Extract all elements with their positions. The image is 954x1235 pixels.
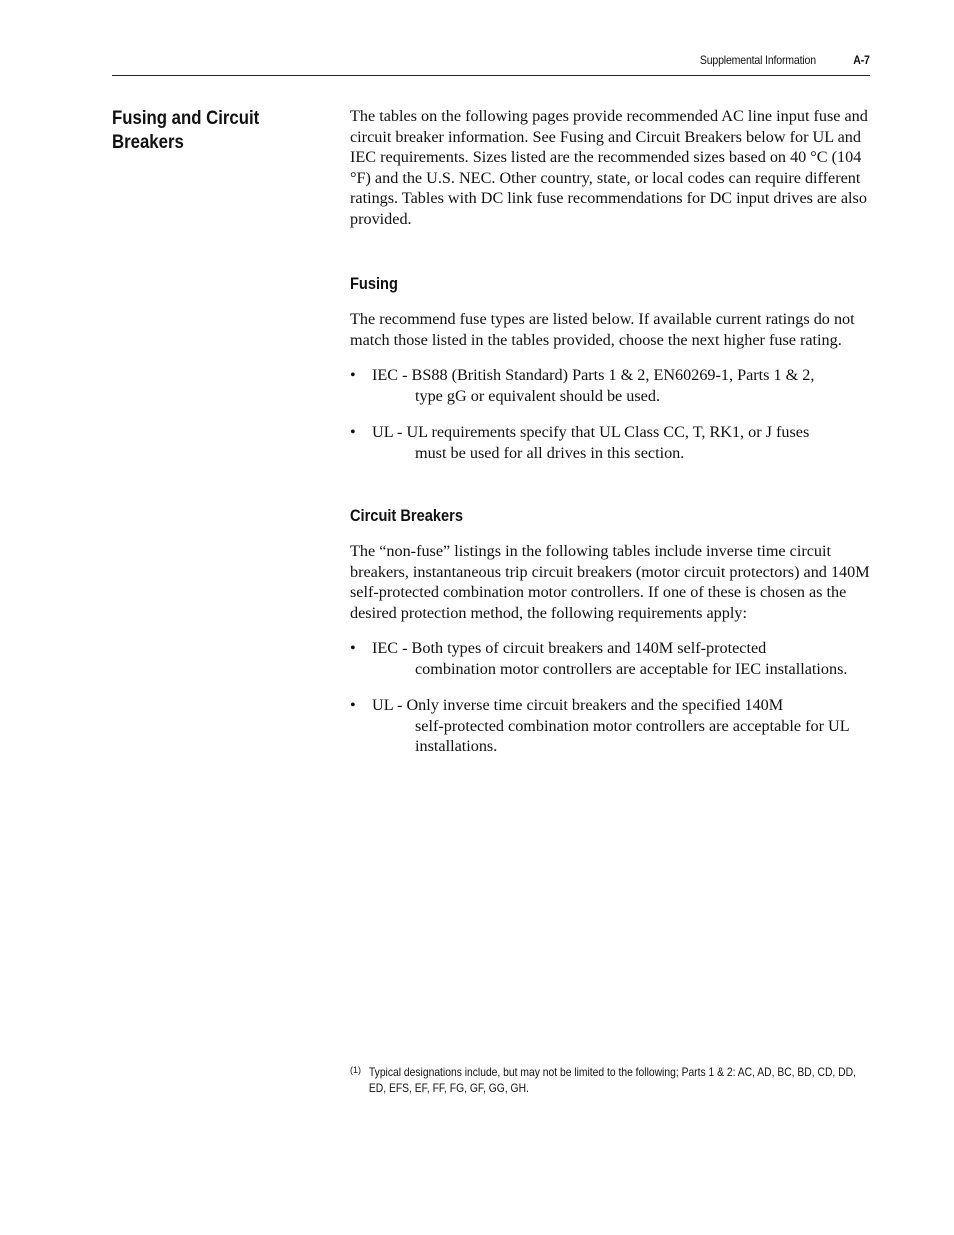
- main-content: [350, 106, 878, 757]
- fusing-bullet-iec: [350, 365, 878, 406]
- fusing-heading: Fusing: [350, 274, 398, 293]
- header-divider: [112, 75, 870, 76]
- bullet-continuation: combination motor controllers are acceptable for IEC installations.: [415, 659, 848, 678]
- bullet-dot: •: [350, 366, 356, 384]
- bullet-continuation: must be used for all drives in this section.: [415, 443, 685, 462]
- running-header-section: Supplemental Information: [699, 53, 816, 67]
- breakers-bullet-iec: [350, 638, 878, 679]
- bullet-dot: •: [350, 696, 356, 714]
- breakers-bullet-ul: [350, 695, 878, 757]
- section-heading-line-2: Breakers: [112, 131, 184, 153]
- circuit-breakers-heading: Circuit Breakers: [350, 506, 463, 525]
- intro-paragraph: The tables on the following pages provide recommended AC line input fuse and circuit breaker information. See Fusing and Circuit Breakers below for UL and IEC requirements. Sizes listed are the recommended sizes based on 40 °C (104 °F) and the U.S. NEC. Other country, state, or local codes can require different ratings. Tables with DC link fuse recommendations for DC input drives are also provided.: [350, 107, 868, 228]
- bullet-continuation: self-protected combination motor controllers are acceptable for UL installations.: [415, 716, 850, 755]
- bullet-first-line: UL - UL requirements specify that UL Class CC, T, RK1, or J fuses: [372, 423, 810, 441]
- bullet-first-line: UL - Only inverse time circuit breakers and the specified 140M: [372, 696, 784, 714]
- section-heading-line-1: Fusing and Circuit: [112, 107, 260, 129]
- circuit-breakers-paragraph: The “non-fuse” listings in the following tables include inverse time circuit breakers, instantaneous trip circuit breakers (motor circuit protectors) and 140M self-protected combination motor controllers. If one of these is chosen as the desired protection method, the following requirements apply:: [350, 542, 870, 622]
- page-number: A-7: [853, 53, 870, 67]
- bullet-dot: •: [350, 639, 356, 657]
- fusing-paragraph: The recommend fuse types are listed below. If available current ratings do not match those listed in the tables provided, choose the next higher fuse rating.: [350, 310, 855, 349]
- bullet-first-line: IEC - Both types of circuit breakers and 140M self-protected: [372, 639, 767, 657]
- footnote-text: Typical designations include, but may not be limited to the following; Parts 1 & 2: AC, AD, BC, BD, CD, DD, ED, EFS, EF, FF, FG, GF, GG, GH.: [368, 1065, 856, 1095]
- section-heading: [112, 106, 284, 154]
- fusing-bullet-ul: [350, 422, 878, 463]
- bullet-dot: •: [350, 423, 356, 441]
- bullet-first-line: IEC - BS88 (British Standard) Parts 1 & 2, EN60269-1, Parts 1 & 2,: [372, 366, 815, 384]
- footnote-mark: (1): [350, 1065, 361, 1075]
- bullet-continuation: type gG or equivalent should be used.: [415, 386, 661, 405]
- footnote: [350, 1064, 870, 1096]
